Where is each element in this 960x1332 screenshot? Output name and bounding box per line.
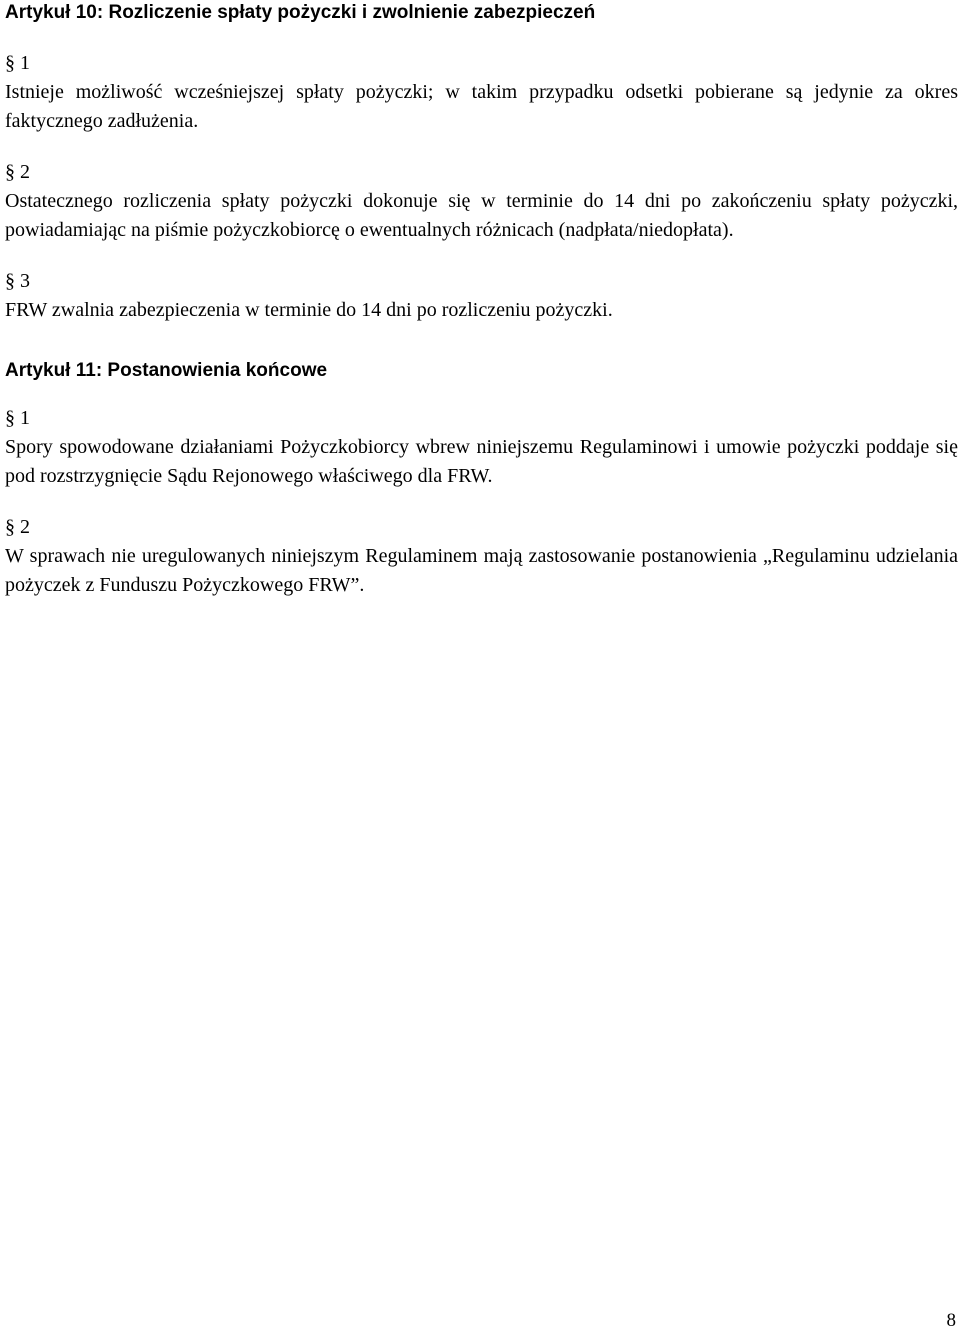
article-10-section-1: [5, 49, 958, 136]
section-number: § 2: [5, 161, 30, 183]
page-number: 8: [946, 1310, 956, 1331]
section-number: § 1: [5, 407, 30, 429]
article-11-section-1: [5, 404, 958, 491]
section-text: FRW zwalnia zabezpieczenia w terminie do 14 dni po rozliczeniu pożyczki.: [5, 299, 613, 321]
article-10-section-3: [5, 267, 958, 325]
section-number: § 1: [5, 52, 30, 74]
section-text: Spory spowodowane działaniami Pożyczkobiorcy wbrew niniejszemu Regulaminowi i umowie pożyczki poddaje się pod rozstrzygnięcie Sądu Rejonowego właściwego dla FRW.: [5, 436, 958, 487]
article-11-section-2: [5, 513, 958, 600]
section-text: Ostatecznego rozliczenia spłaty pożyczki dokonuje się w terminie do 14 dni po zakończeniu spłaty pożyczki, powiadamiając na piśmie pożyczkobiorcę o ewentualnych różnicach (nadpłata/niedopłata).: [5, 190, 958, 241]
section-text: W sprawach nie uregulowanych niniejszym Regulaminem mają zastosowanie postanowienia „Regulaminu udzielania pożyczek z Funduszu Pożyczkowego FRW”.: [5, 545, 958, 596]
article-10-section-2: [5, 158, 958, 245]
section-number: § 2: [5, 516, 30, 538]
document-page: [5, 0, 958, 600]
article-11-title: Artykuł 11: Postanowienia końcowe: [5, 360, 328, 381]
section-text: Istnieje możliwość wcześniejszej spłaty pożyczki; w takim przypadku odsetki pobierane są jedynie za okres faktycznego zadłużenia.: [5, 81, 958, 132]
article-10-title: Artykuł 10: Rozliczenie spłaty pożyczki i zwolnienie zabezpieczeń: [5, 2, 596, 23]
section-number: § 3: [5, 270, 30, 292]
